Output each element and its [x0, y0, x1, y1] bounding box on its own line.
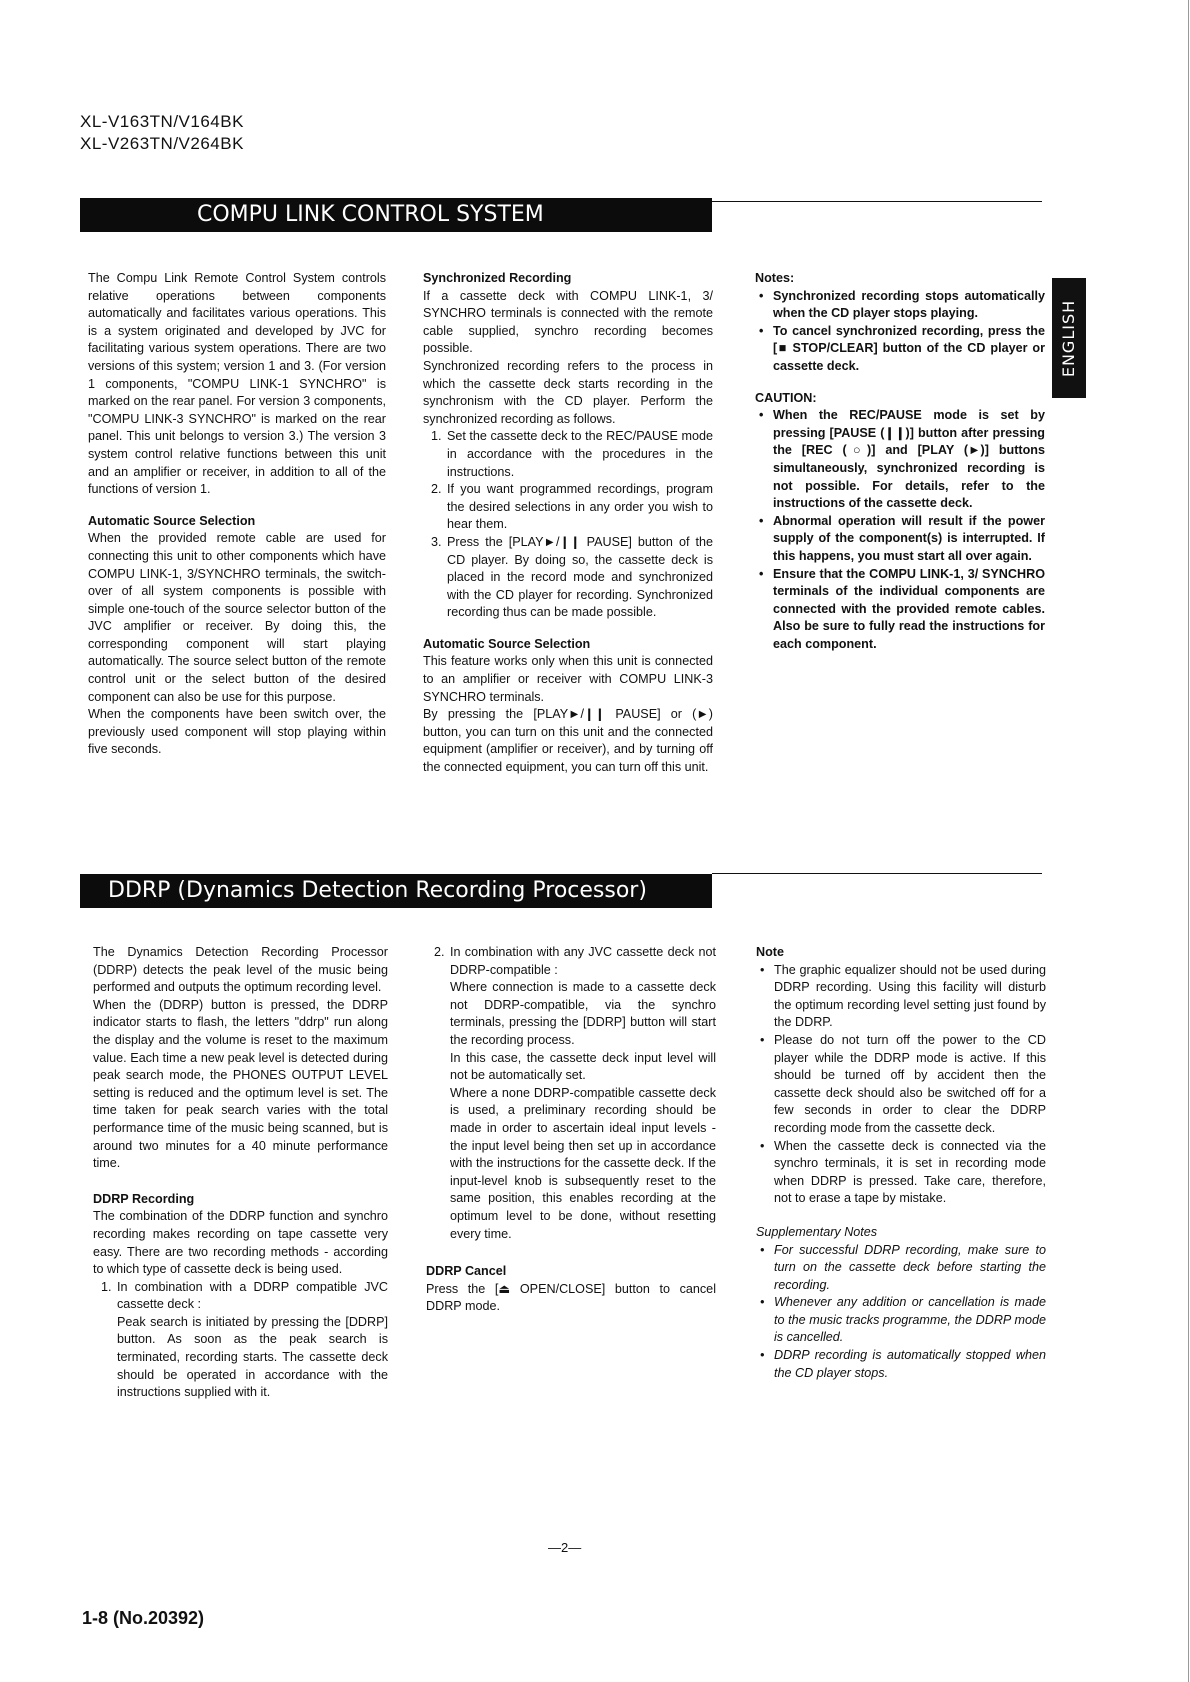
- list-item-body: Where a none DDRP-compatible cassette deck is used, a preliminary recording should be made in order to ascertain ideal input levels - the input level being then set up in accordance with the instructions for the cassette deck. If the input-level knob is subsequently reset to the same position, this enables recording at the optimum level to be done, without resetting every time.: [450, 1085, 716, 1241]
- list-item: • Please do not turn off the power to the CD player while the DDRP mode is active. If this should be turned off by accident then the cassette deck should also be switched off for a few seconds in order to clear the DDRP recording mode from the cassette deck.: [774, 1032, 1046, 1138]
- compu-link-column-2: [423, 270, 713, 777]
- method-list-continued: [426, 944, 716, 1243]
- list-item: • Abnormal operation will result if the power supply of the component(s) is interrupted. If this happens, you must start all over again.: [773, 513, 1045, 566]
- notes-heading: Notes:: [755, 271, 795, 285]
- list-item: 3. Press the [PLAY►/❙❙ PAUSE] button of the CD player. By doing so, the cassette deck is placed in the record mode and synchronized with the CD player for recording. Synchronized recording thus can be made possible.: [445, 534, 713, 622]
- section-title-text: DDRP (Dynamics Detection Recording Processor): [108, 878, 647, 903]
- paragraph: If a cassette deck with COMPU LINK-1, 3/ SYNCHRO terminals is connected with the remote cable supplied, synchro recording becomes possible.: [423, 288, 713, 356]
- steps-list: [423, 428, 713, 622]
- note-heading: Note: [756, 945, 784, 959]
- paragraph: Synchronized recording refers to the process in which the cassette deck starts recording in the synchronism with the CD player. Perform the synchronized recording as follows.: [423, 358, 713, 426]
- supplementary-heading: Supplementary Notes: [756, 1224, 878, 1239]
- notes-list: [755, 288, 1045, 376]
- list-item: [115, 1279, 388, 1402]
- subheading: Automatic Source Selection: [423, 636, 591, 651]
- subheading: Synchronized Recording: [423, 271, 572, 285]
- section-title-ddrp: [80, 874, 712, 908]
- list-item-body: Where connection is made to a cassette deck not DDRP-compatible, via the synchro terminals, pressing the [DDRP] button will start the recording process.: [450, 980, 716, 1047]
- ddrp-column-3: [756, 944, 1046, 1382]
- page-number: —2—: [548, 1540, 582, 1555]
- list-item-title: 2. In combination with any JVC cassette deck not DDRP-compatible :: [450, 945, 716, 977]
- intro-paragraph: The Compu Link Remote Control System controls relative operations between components automatically and facilitates various operations. This is a system originated and developed by JVC for facilitating various system operations. There are two versions of this system; version 1 and 3. (For version 1 components, "COMPU LINK-1 SYNCHRO" is marked on the rear panel. For version 3 components, "COMPU LINK-3 SYNCHRO" is marked on the rear panel. This unit belongs to version 3.) The version 3 system control relative functions between this unit and an amplifier or receiver, in addition to all of the functions of version 1.: [88, 271, 386, 497]
- section-title-compu-link: [80, 198, 712, 232]
- language-tab-label: ENGLISH: [1059, 299, 1079, 377]
- page-edge-line: [1188, 0, 1189, 1682]
- footer-code: 1-8 (No.20392): [82, 1608, 205, 1628]
- list-item: 1. Set the cassette deck to the REC/PAUSE mode in accordance with the procedures in the instructions.: [445, 428, 713, 481]
- paragraph: The Dynamics Detection Recording Processor (DDRP) detects the peak level of the music being performed and outputs the optimum recording level.: [93, 945, 388, 995]
- caution-list: [755, 407, 1045, 653]
- language-tab: [1052, 278, 1086, 398]
- model-number-line-2: XL-V263TN/V264BK: [80, 134, 244, 153]
- method-list: [93, 1279, 388, 1402]
- paragraph: When the provided remote cable are used for connecting this unit to other components which have COMPU LINK-1, 3/SYNCHRO terminals, the switch-over of all system components is possible with simple one-touch of the source selector button of the JVC amplifier or receiver. By doing this, the corresponding component will start playing automatically. The source select button of the remote control unit or the select button of the desired component can also be use for this purpose.: [88, 531, 386, 704]
- list-item: • DDRP recording is automatically stopped when the CD player stops.: [774, 1347, 1046, 1382]
- paragraph: When the components have been switch over, the previously used component will stop playing within five seconds.: [88, 707, 386, 757]
- list-item: • The graphic equalizer should not be used during DDRP recording. Using this facility will disturb the optimum recording level setting just found by the DDRP.: [774, 962, 1046, 1032]
- subheading: DDRP Recording: [93, 1191, 195, 1206]
- caution-heading: CAUTION:: [755, 390, 817, 405]
- list-item: • Ensure that the COMPU LINK-1, 3/ SYNCHRO terminals of the individual components are connected with the provided remote cables. Also be sure to fully read the instructions for each component.: [773, 566, 1045, 654]
- paragraph: When the (DDRP) button is pressed, the DDRP indicator starts to flash, the letters "ddrp" run along the display and the volume is reset to the maximum value. Each time a new peak level is detected during peak search mode, the PHONES OUTPUT LEVEL setting is reduced and the optimum level is set. The time taken for peak search varies with the total performance time of the music being scanned, but is around two minutes for a 40 minute performance time.: [93, 997, 388, 1171]
- ddrp-column-2: [426, 944, 716, 1316]
- section-title-text: COMPU LINK CONTROL SYSTEM: [197, 202, 544, 227]
- list-item: • When the REC/PAUSE mode is set by pressing [PAUSE (❙❙)] button after pressing the [REC (○)] and [PLAY (►)] buttons simultaneously, synchronized recording is not possible. For details, refer to the instructions of the cassette deck.: [773, 407, 1045, 513]
- list-item: • Synchronized recording stops automatically when the CD player stops playing.: [773, 288, 1045, 323]
- note-list: [756, 962, 1046, 1208]
- compu-link-column-1: [88, 270, 386, 759]
- supplementary-list: [756, 1242, 1046, 1383]
- compu-link-column-3: [755, 270, 1045, 653]
- list-item-body: Peak search is initiated by pressing the [DDRP] button. As soon as the peak search is terminated, recording starts. The cassette deck should be operated in accordance with the instructions supplied with it.: [117, 1314, 388, 1400]
- paragraph: Press the [⏏ OPEN/CLOSE] button to cancel DDRP mode.: [426, 1281, 716, 1314]
- ddrp-column-1: [93, 944, 388, 1402]
- subheading: Automatic Source Selection: [88, 513, 256, 528]
- list-item: • To cancel synchronized recording, press the [■ STOP/CLEAR] button of the CD player or cassette deck.: [773, 323, 1045, 376]
- list-item: • When the cassette deck is connected via the synchro terminals, it is set in recording mode when DDRP is pressed. Take care, therefore, not to erase a tape by mistake.: [774, 1138, 1046, 1208]
- list-item: 2. If you want programmed recordings, program the desired selections in any order you wish to hear them.: [445, 481, 713, 534]
- list-item: • For successful DDRP recording, make sure to turn on the cassette deck before starting the recording.: [774, 1242, 1046, 1295]
- model-number-line-1: XL-V163TN/V164BK: [80, 112, 244, 131]
- subheading: DDRP Cancel: [426, 1264, 507, 1279]
- paragraph: This feature works only when this unit is connected to an amplifier or receiver with COMPU LINK-3 SYNCHRO terminals.: [423, 654, 713, 704]
- list-item: • Whenever any addition or cancellation is made to the music tracks programme, the DDRP mode is cancelled.: [774, 1294, 1046, 1347]
- paragraph: The combination of the DDRP function and synchro recording makes recording on tape cassette very easy. There are two recording methods - according to which type of cassette deck is being used.: [93, 1209, 388, 1277]
- section-rule: [712, 873, 1042, 874]
- section-rule: [712, 201, 1042, 202]
- list-item-body: In this case, the cassette deck input level will not be automatically set.: [450, 1050, 716, 1083]
- list-item-title: 1. In combination with a DDRP compatible JVC cassette deck :: [117, 1279, 388, 1312]
- list-item: [448, 944, 716, 1243]
- paragraph: By pressing the [PLAY►/❙❙ PAUSE] or (►) button, you can turn on this unit and the connected equipment (amplifier or receiver), and by turning off the connected equipment, you can turn off this unit.: [423, 707, 713, 775]
